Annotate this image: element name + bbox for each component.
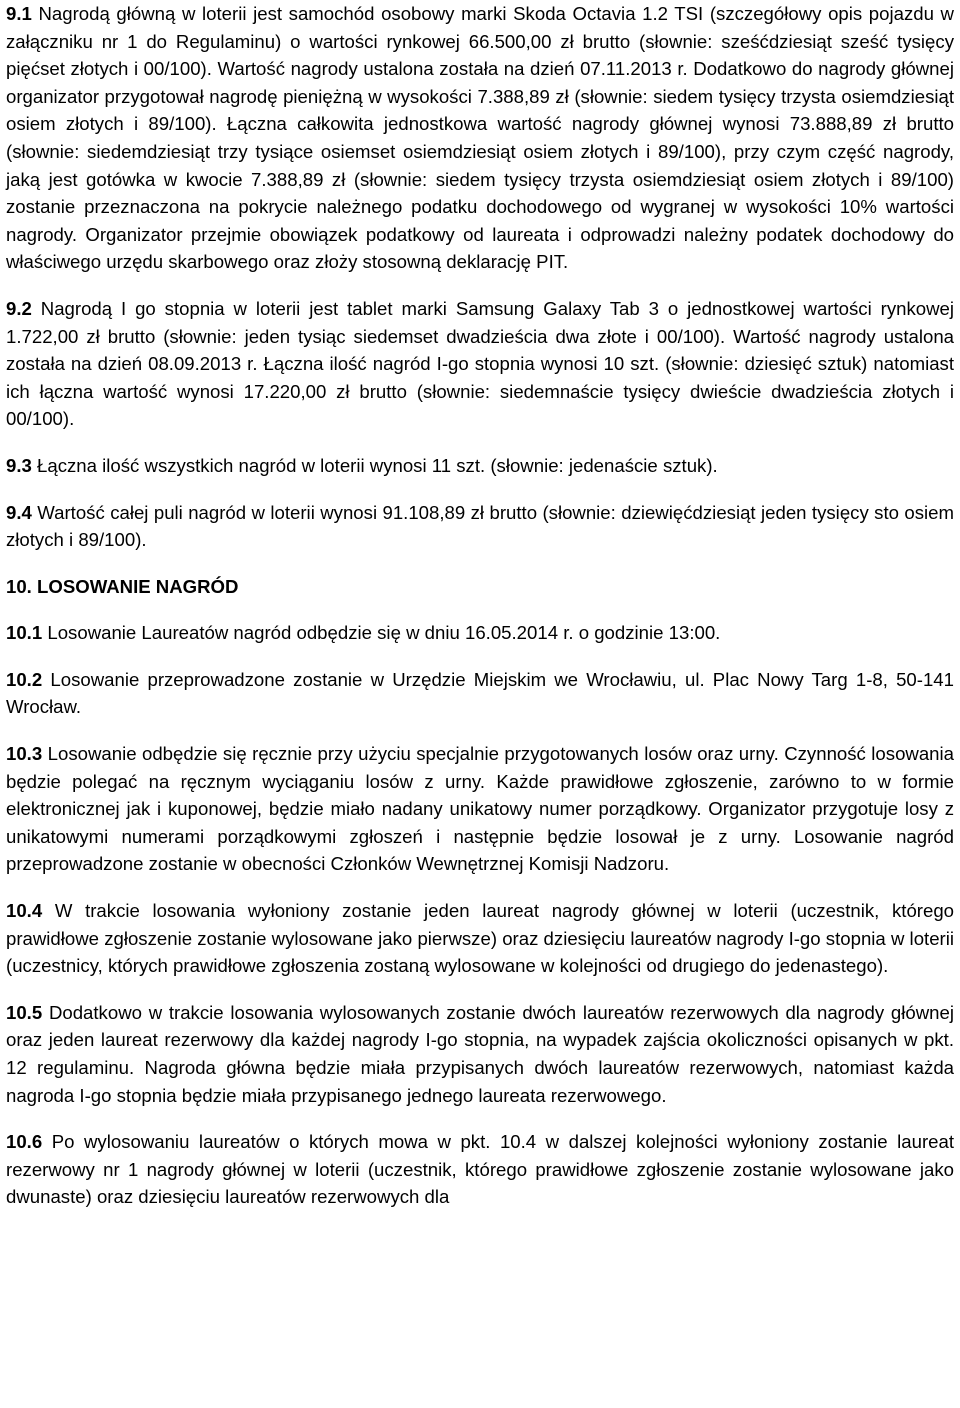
- section-text: Dodatkowo w trakcie losowania wylosowanych zostanie dwóch laureatów rezerwowych dla nagrody głównej oraz jeden laureat rezerwowy dla każdej nagrody I-go stopnia, na wypadek zajścia okoliczności opisanych w pkt. 12 regulaminu. Nagroda główna będzie miała przypisanych dwóch laureatów rezerwowych, natomiast każda nagroda I-go stopnia będzie miała przypisanego jednego laureata rezerwowego.: [6, 1001, 954, 1106]
- section-text: Nagrodą I go stopnia w loterii jest tablet marki Samsung Galaxy Tab 3 o jednostkowej wartości rynkowej 1.722,00 zł brutto (słownie: jeden tysiąc siedemset dwadzieścia dwa złote i 00/100). Wartość nagrody ustalona została na dzień 08.09.2013 r. Łączna ilość nagród I-go stopnia wynosi 10 szt. (słownie: dziesięć sztuk) natomiast ich łączna wartość wynosi 17.220,00 zł brutto (słownie: siedemnaście tysięcy dwieście dwadzieścia złotych i 00/100).: [6, 297, 954, 430]
- section-9-2: [6, 295, 954, 433]
- section-text: Losowanie Laureatów nagród odbędzie się w dniu 16.05.2014 r. o godzinie 13:00.: [42, 622, 721, 644]
- section-number: 10.5: [6, 1001, 43, 1023]
- section-10-3: [6, 740, 954, 878]
- section-number: 10.3: [6, 743, 43, 765]
- section-10-2: [6, 666, 954, 721]
- section-9-1: [6, 0, 954, 276]
- section-number: 10.1: [6, 622, 43, 644]
- section-number: 9.1: [6, 3, 32, 24]
- section-10-5: [6, 999, 954, 1109]
- section-9-4: [6, 499, 954, 554]
- section-10-1: [6, 619, 954, 647]
- section-heading-10: 10. LOSOWANIE NAGRÓD: [6, 575, 239, 597]
- section-number: 10.4: [6, 900, 43, 922]
- section-10-4: [6, 897, 954, 980]
- section-text: Losowanie odbędzie się ręcznie przy użyciu specjalnie przygotowanych losów oraz urny. Czynność losowania będzie polegać na ręcznym wyciąganiu losów z urny. Każde prawidłowe zgłoszenie, zarówno to w formie elektronicznej jak i kuponowej, będzie miało nadany unikatowy numer porządkowy. Organizator przygotuje losy z unikatowymi numerami porządkowymi zgłoszeń i następnie będzie losował je z urny. Losowanie nagród przeprowadzone zostanie w obecności Członków Wewnętrznej Komisji Nadzoru.: [6, 743, 954, 875]
- section-text: Wartość całej puli nagród w loterii wynosi 91.108,89 zł brutto (słownie: dziewięćdziesiąt jeden tysięcy sto osiem złotych i 89/100).: [6, 501, 954, 551]
- section-text: Nagrodą główną w loterii jest samochód osobowy marki Skoda Octavia 1.2 TSI (szczegółowy opis pojazdu w załączniku nr 1 do Regulaminu) o wartości rynkowej 66.500,00 zł brutto (słownie: sześćdziesiąt sześć tysięcy pięćset złotych i 00/100). Wartość nagrody ustalona została na dzień 07.11.2013 r. Dodatkowo do nagrody głównej organizator przygotował nagrodę pieniężną w wysokości 7.388,89 zł (słownie: siedem tysięcy trzysta osiemdziesiąt osiem złotych i 89/100). Łączna całkowita jednostkowa wartość nagrody głównej wynosi 73.888,89 zł brutto (słownie: siedemdziesiąt trzy tysiące osiemset osiemdziesiąt osiem złotych i 89/100), przy czym część nagrody, jaką jest gotówka w kwocie 7.388,89 zł (słownie: siedem tysięcy trzysta osiemdziesiąt osiem złotych i 89/100) zostanie przeznaczona na pokrycie należnego podatku dochodowego od wygranej w wysokości 10% wartości nagrody. Organizator przejmie obowiązek podatkowy od laureata i odprowadzi należny podatek dochodowy do właściwego urzędu skarbowego oraz złoży stosowną deklarację PIT.: [6, 3, 954, 273]
- section-number: 9.3: [6, 454, 32, 476]
- section-number: 9.2: [6, 297, 32, 319]
- section-number: 9.4: [6, 501, 32, 523]
- section-text: Łączna ilość wszystkich nagród w loterii wynosi 11 szt. (słownie: jedenaście sztuk).: [31, 454, 718, 476]
- section-text: Po wylosowaniu laureatów o których mowa w pkt. 10.4 w dalszej kolejności wyłoniony zostanie laureat rezerwowy nr 1 nagrody głównej w loterii (uczestnik, którego prawidłowe zgłoszenie zostanie wylosowane jako dwunaste) oraz dziesięciu laureatów rezerwowych dla: [6, 1131, 954, 1208]
- section-number: 10.6: [6, 1131, 43, 1153]
- section-text: Losowanie przeprowadzone zostanie w Urzędzie Miejskim we Wrocławiu, ul. Plac Nowy Targ 1-8, 50-141 Wrocław.: [6, 668, 954, 718]
- section-number: 10.2: [6, 668, 43, 690]
- section-10-6: [6, 1128, 954, 1211]
- section-9-3: [6, 452, 954, 480]
- section-text: W trakcie losowania wyłoniony zostanie jeden laureat nagrody głównej w loterii (uczestnik, którego prawidłowe zgłoszenie zostanie wylosowane jako pierwsze) oraz dziesięciu laureatów nagrody I-go stopnia w loterii (uczestnicy, których prawidłowe zgłoszenia zostaną wylosowane w kolejności od drugiego do jedenastego).: [6, 900, 954, 977]
